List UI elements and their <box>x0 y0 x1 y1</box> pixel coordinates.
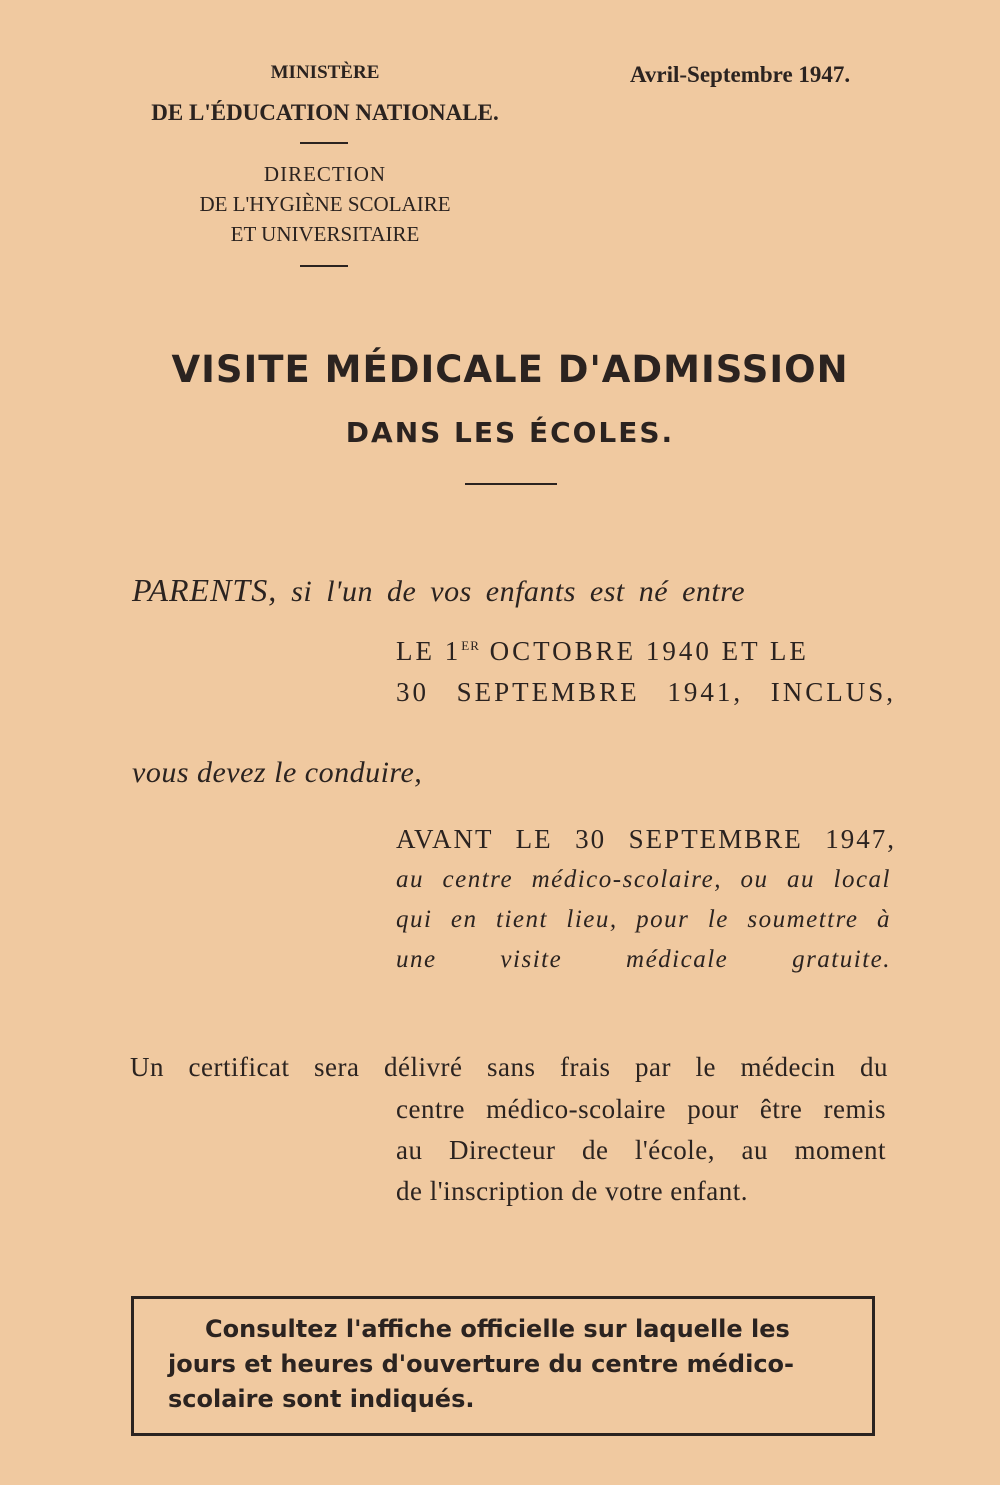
direction-divider <box>300 265 348 267</box>
parents-word: PARENTS, <box>132 572 278 608</box>
birth-date-range-line-2: 30 SEPTEMBRE 1941, INCLUS, <box>396 677 896 707</box>
notice-line-1: Consultez l'affiche officielle sur laquelle les <box>205 1315 790 1343</box>
direction-heading: DIRECTION <box>263 162 387 186</box>
birth-date-range-line-1 <box>396 636 896 667</box>
obligation-text-line-2: qui en tient lieu, pour le soumettre à <box>396 906 891 933</box>
obligation-text-line-3: une visite médicale gratuite. <box>396 946 891 973</box>
ministry-name: DE L'ÉDUCATION NATIONALE. <box>151 100 499 125</box>
document-title: VISITE MÉDICALE D'ADMISSION <box>171 348 849 391</box>
ministry-heading: MINISTÈRE <box>270 62 380 83</box>
certificate-text-line-4: de l'inscription de votre enfant. <box>396 1176 749 1206</box>
direction-line-2: DE L'HYGIÈNE SCOLAIRE <box>199 192 451 216</box>
parents-lead-line <box>132 572 892 609</box>
direction-line-3: ET UNIVERSITAIRE <box>230 222 420 246</box>
document-date: Avril-Septembre 1947. <box>630 62 851 87</box>
parents-lead-text: si l'un de vos enfants est né entre <box>291 575 746 608</box>
dates-ordinal: ER <box>461 638 480 653</box>
notice-line-3: scolaire sont indiqués. <box>168 1385 475 1413</box>
obligation-lead-line: vous devez le conduire, <box>132 756 423 789</box>
certificate-text-line-3: au Directeur de l'école, au moment <box>396 1135 886 1165</box>
certificate-text-line-1: Un certificat sera délivré sans frais par le médecin du <box>130 1052 888 1082</box>
dates-prefix: LE 1 <box>396 636 462 666</box>
deadline-line: AVANT LE 30 SEPTEMBRE 1947, <box>396 824 896 854</box>
notice-line-2: jours et heures d'ouverture du centre médico- <box>168 1350 794 1378</box>
title-divider <box>465 483 557 485</box>
header-divider <box>300 142 348 144</box>
obligation-text-line-1: au centre médico-scolaire, ou au local <box>396 866 891 893</box>
document-subtitle: DANS LES ÉCOLES. <box>345 416 675 449</box>
dates-suffix: OCTOBRE 1940 ET LE <box>479 636 809 666</box>
certificate-text-line-2: centre médico-scolaire pour être remis <box>396 1094 886 1124</box>
